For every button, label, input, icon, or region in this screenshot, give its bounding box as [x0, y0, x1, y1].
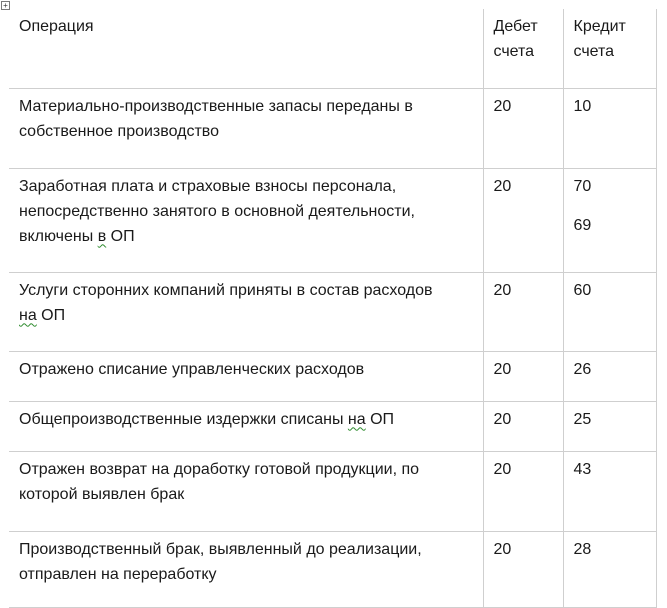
- operation-text: ОП: [36, 306, 66, 324]
- operation-cell: [9, 351, 483, 401]
- header-operation-label: Операция: [19, 18, 94, 35]
- credit-account-value: 69: [573, 216, 592, 234]
- operation-text-line: [19, 119, 473, 144]
- table-row: [9, 168, 656, 272]
- credit-account-value: 60: [573, 281, 592, 299]
- operation-text: Производственный брак, выявленный до реализации,: [19, 540, 422, 558]
- operation-cell: [9, 401, 483, 451]
- operation-text: Общепроизводственные издержки списаны: [19, 410, 348, 428]
- operation-text: которой выявлен брак: [19, 485, 185, 503]
- operation-text-line: [19, 224, 473, 249]
- debit-account-cell: [483, 351, 563, 401]
- debit-account-value: 20: [493, 360, 512, 378]
- operation-text-line: [19, 94, 473, 119]
- table-header-row: [9, 9, 656, 88]
- debit-account-cell: [483, 531, 563, 607]
- credit-account-cell: [563, 401, 656, 451]
- operation-text-line: [19, 357, 473, 382]
- debit-account-cell: [483, 401, 563, 451]
- operation-text: Материально-производственные запасы переданы в: [19, 97, 413, 115]
- operation-text: собственное производство: [19, 122, 220, 140]
- debit-account-value: 20: [493, 281, 512, 299]
- table-row: [9, 351, 656, 401]
- operation-cell: [9, 451, 483, 531]
- credit-account-cell: [563, 168, 656, 272]
- credit-account-cell: [563, 531, 656, 607]
- operation-cell: [9, 88, 483, 168]
- credit-account-value: 28: [573, 540, 592, 558]
- debit-account-value: 20: [493, 540, 512, 558]
- credit-account-cell: [563, 88, 656, 168]
- credit-account-value: 10: [573, 97, 592, 115]
- header-operation: [9, 9, 483, 88]
- credit-account-cell: [563, 351, 656, 401]
- spellcheck-underlined-word: на: [347, 410, 366, 428]
- spellcheck-underlined-word: на: [19, 306, 37, 324]
- operation-cell: [9, 168, 483, 272]
- debit-account-value: 20: [493, 410, 512, 428]
- credit-account-cell: [563, 272, 656, 351]
- operation-text: отправлен на переработку: [19, 565, 217, 583]
- operation-text: непосредственно занятого в основной деятельности,: [19, 202, 415, 220]
- operation-text: Услуги сторонних компаний приняты в состав расходов: [19, 281, 433, 299]
- debit-account-cell: [483, 88, 563, 168]
- operation-text-line: [19, 303, 473, 328]
- operation-text-line: [19, 482, 473, 507]
- operation-text-line: [19, 407, 473, 432]
- debit-account-value: 20: [493, 460, 512, 478]
- accounting-entries-table: [9, 9, 657, 608]
- table-row: [9, 531, 656, 607]
- table-row: [9, 88, 656, 168]
- operation-text-line: [19, 174, 473, 199]
- operation-text-line: [19, 278, 473, 303]
- credit-account-cell: [563, 451, 656, 531]
- header-credit-label-line2: счета: [573, 43, 615, 60]
- credit-account-value: 25: [573, 410, 592, 428]
- operation-text: Отражено списание управленческих расходов: [19, 360, 365, 378]
- credit-account-value: 70: [573, 177, 592, 195]
- header-debit: [483, 9, 563, 88]
- operation-text-line: [19, 457, 473, 482]
- operation-text: включены: [19, 227, 98, 245]
- table-row: [9, 451, 656, 531]
- spellcheck-underlined-word: в: [97, 227, 107, 245]
- table-row: [9, 272, 656, 351]
- operation-text: Заработная плата и страховые взносы персонала,: [19, 177, 397, 195]
- operation-text-line: [19, 199, 473, 224]
- debit-account-cell: [483, 451, 563, 531]
- header-debit-label-line1: Дебет: [493, 18, 538, 35]
- debit-account-value: 20: [493, 97, 512, 115]
- debit-account-cell: [483, 272, 563, 351]
- table-move-handle-icon[interactable]: +: [1, 1, 10, 10]
- operation-text-line: [19, 537, 473, 562]
- header-credit-label-line1: Кредит: [573, 18, 626, 35]
- header-credit: [563, 9, 656, 88]
- operation-text-line: [19, 562, 473, 587]
- operation-cell: [9, 272, 483, 351]
- operation-cell: [9, 531, 483, 607]
- debit-account-cell: [483, 168, 563, 272]
- credit-account-value: 26: [573, 360, 592, 378]
- debit-account-value: 20: [493, 177, 512, 195]
- credit-account-value: 43: [573, 460, 592, 478]
- operation-text: ОП: [106, 227, 135, 245]
- operation-text: Отражен возврат на доработку готовой продукции, по: [19, 460, 420, 478]
- operation-text: ОП: [365, 410, 395, 428]
- table-row: [9, 401, 656, 451]
- header-debit-label-line2: счета: [493, 43, 535, 60]
